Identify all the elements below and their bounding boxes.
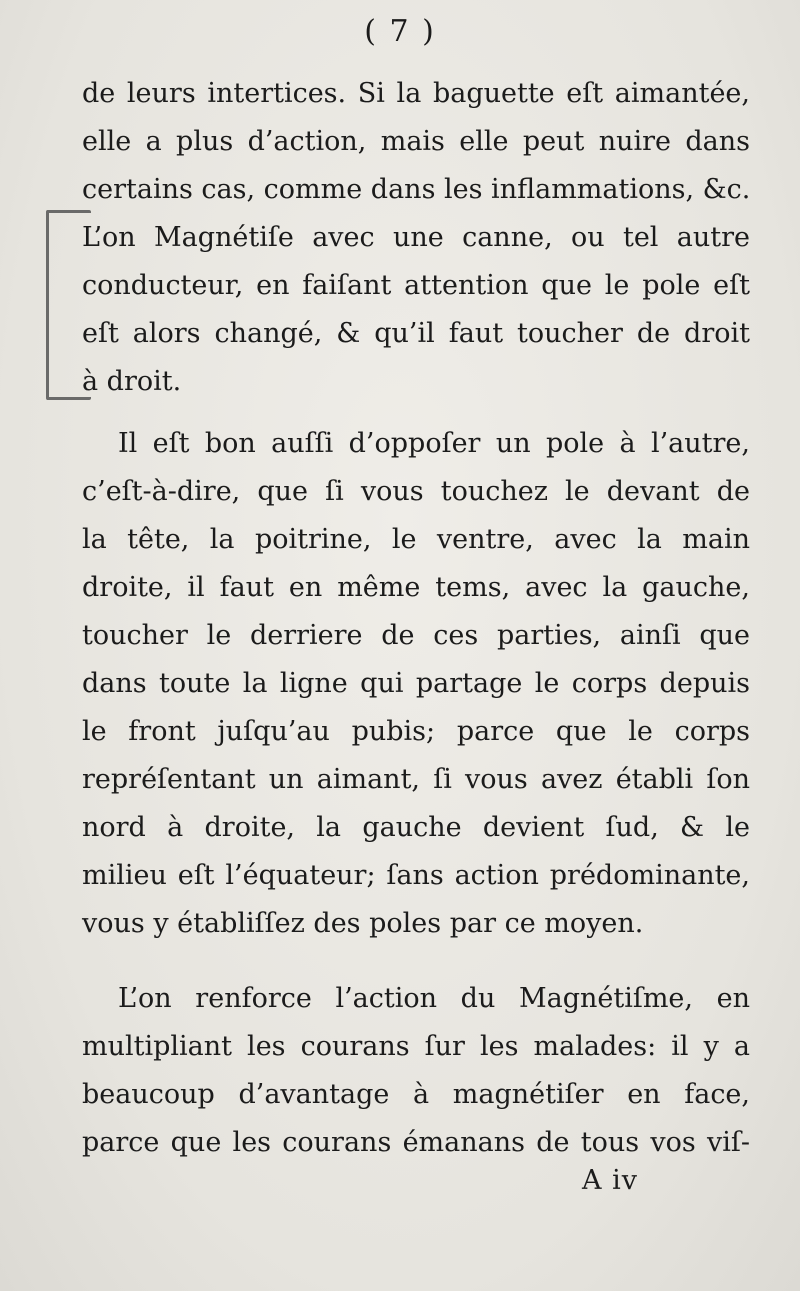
text-line: conducteur, en faiſant attention que le pole eſt bbox=[82, 270, 750, 301]
text-line: la tête, la poitrine, le ventre, avec la main bbox=[82, 524, 750, 555]
text-line: beaucoup d’avantage à magnétiſer en face, bbox=[82, 1079, 750, 1110]
text-line: L’on renforce l’action du Magnétiſme, en bbox=[118, 983, 750, 1014]
paragraph-2 bbox=[82, 420, 750, 948]
text-line: L’on Magnétiſe avec une canne, ou tel autre bbox=[82, 222, 750, 253]
text-line: eſt alors changé, & qu’il faut toucher de droit bbox=[82, 318, 750, 349]
text-line: Il eſt bon auſſi d’oppoſer un pole à l’autre, bbox=[118, 428, 750, 459]
text-line: dans toute la ligne qui partage le corps depuis bbox=[82, 668, 750, 699]
text-line: multipliant les courans ſur les malades: il y a bbox=[82, 1031, 750, 1062]
text-line: à droit. bbox=[82, 366, 182, 397]
text-line: parce que les courans émanans de tous vos viſ- bbox=[82, 1127, 750, 1158]
text-line: droite, il faut en même tems, avec la gauche, bbox=[82, 572, 750, 603]
paragraph-3 bbox=[82, 975, 750, 1167]
page-number: ( 7 ) bbox=[364, 14, 436, 49]
text-line: le front juſqu’au pubis; parce que le corps bbox=[82, 716, 750, 747]
text-line: milieu eſt l’équateur; ſans action prédominante, bbox=[82, 860, 750, 891]
text-line: nord à droite, la gauche devient ſud, & le bbox=[82, 812, 750, 843]
text-line: c’eſt-à-dire, que ſi vous touchez le devant de bbox=[82, 476, 750, 507]
paragraph-1 bbox=[82, 70, 750, 406]
text-line: de leurs intertices. Si la baguette eſt aimantée, bbox=[82, 78, 750, 109]
text-line: toucher le derriere de ces parties, ainſi que bbox=[82, 620, 750, 651]
signature-mark: A iv bbox=[582, 1165, 638, 1196]
text-line: repréſentant un aimant, ſi vous avez établi ſon bbox=[82, 764, 750, 795]
text-line: elle a plus d’action, mais elle peut nuire dans bbox=[82, 126, 750, 157]
text-line: vous y établiſſez des poles par ce moyen. bbox=[82, 908, 644, 939]
text-line: certains cas, comme dans les inflammations, &c. bbox=[82, 174, 751, 205]
